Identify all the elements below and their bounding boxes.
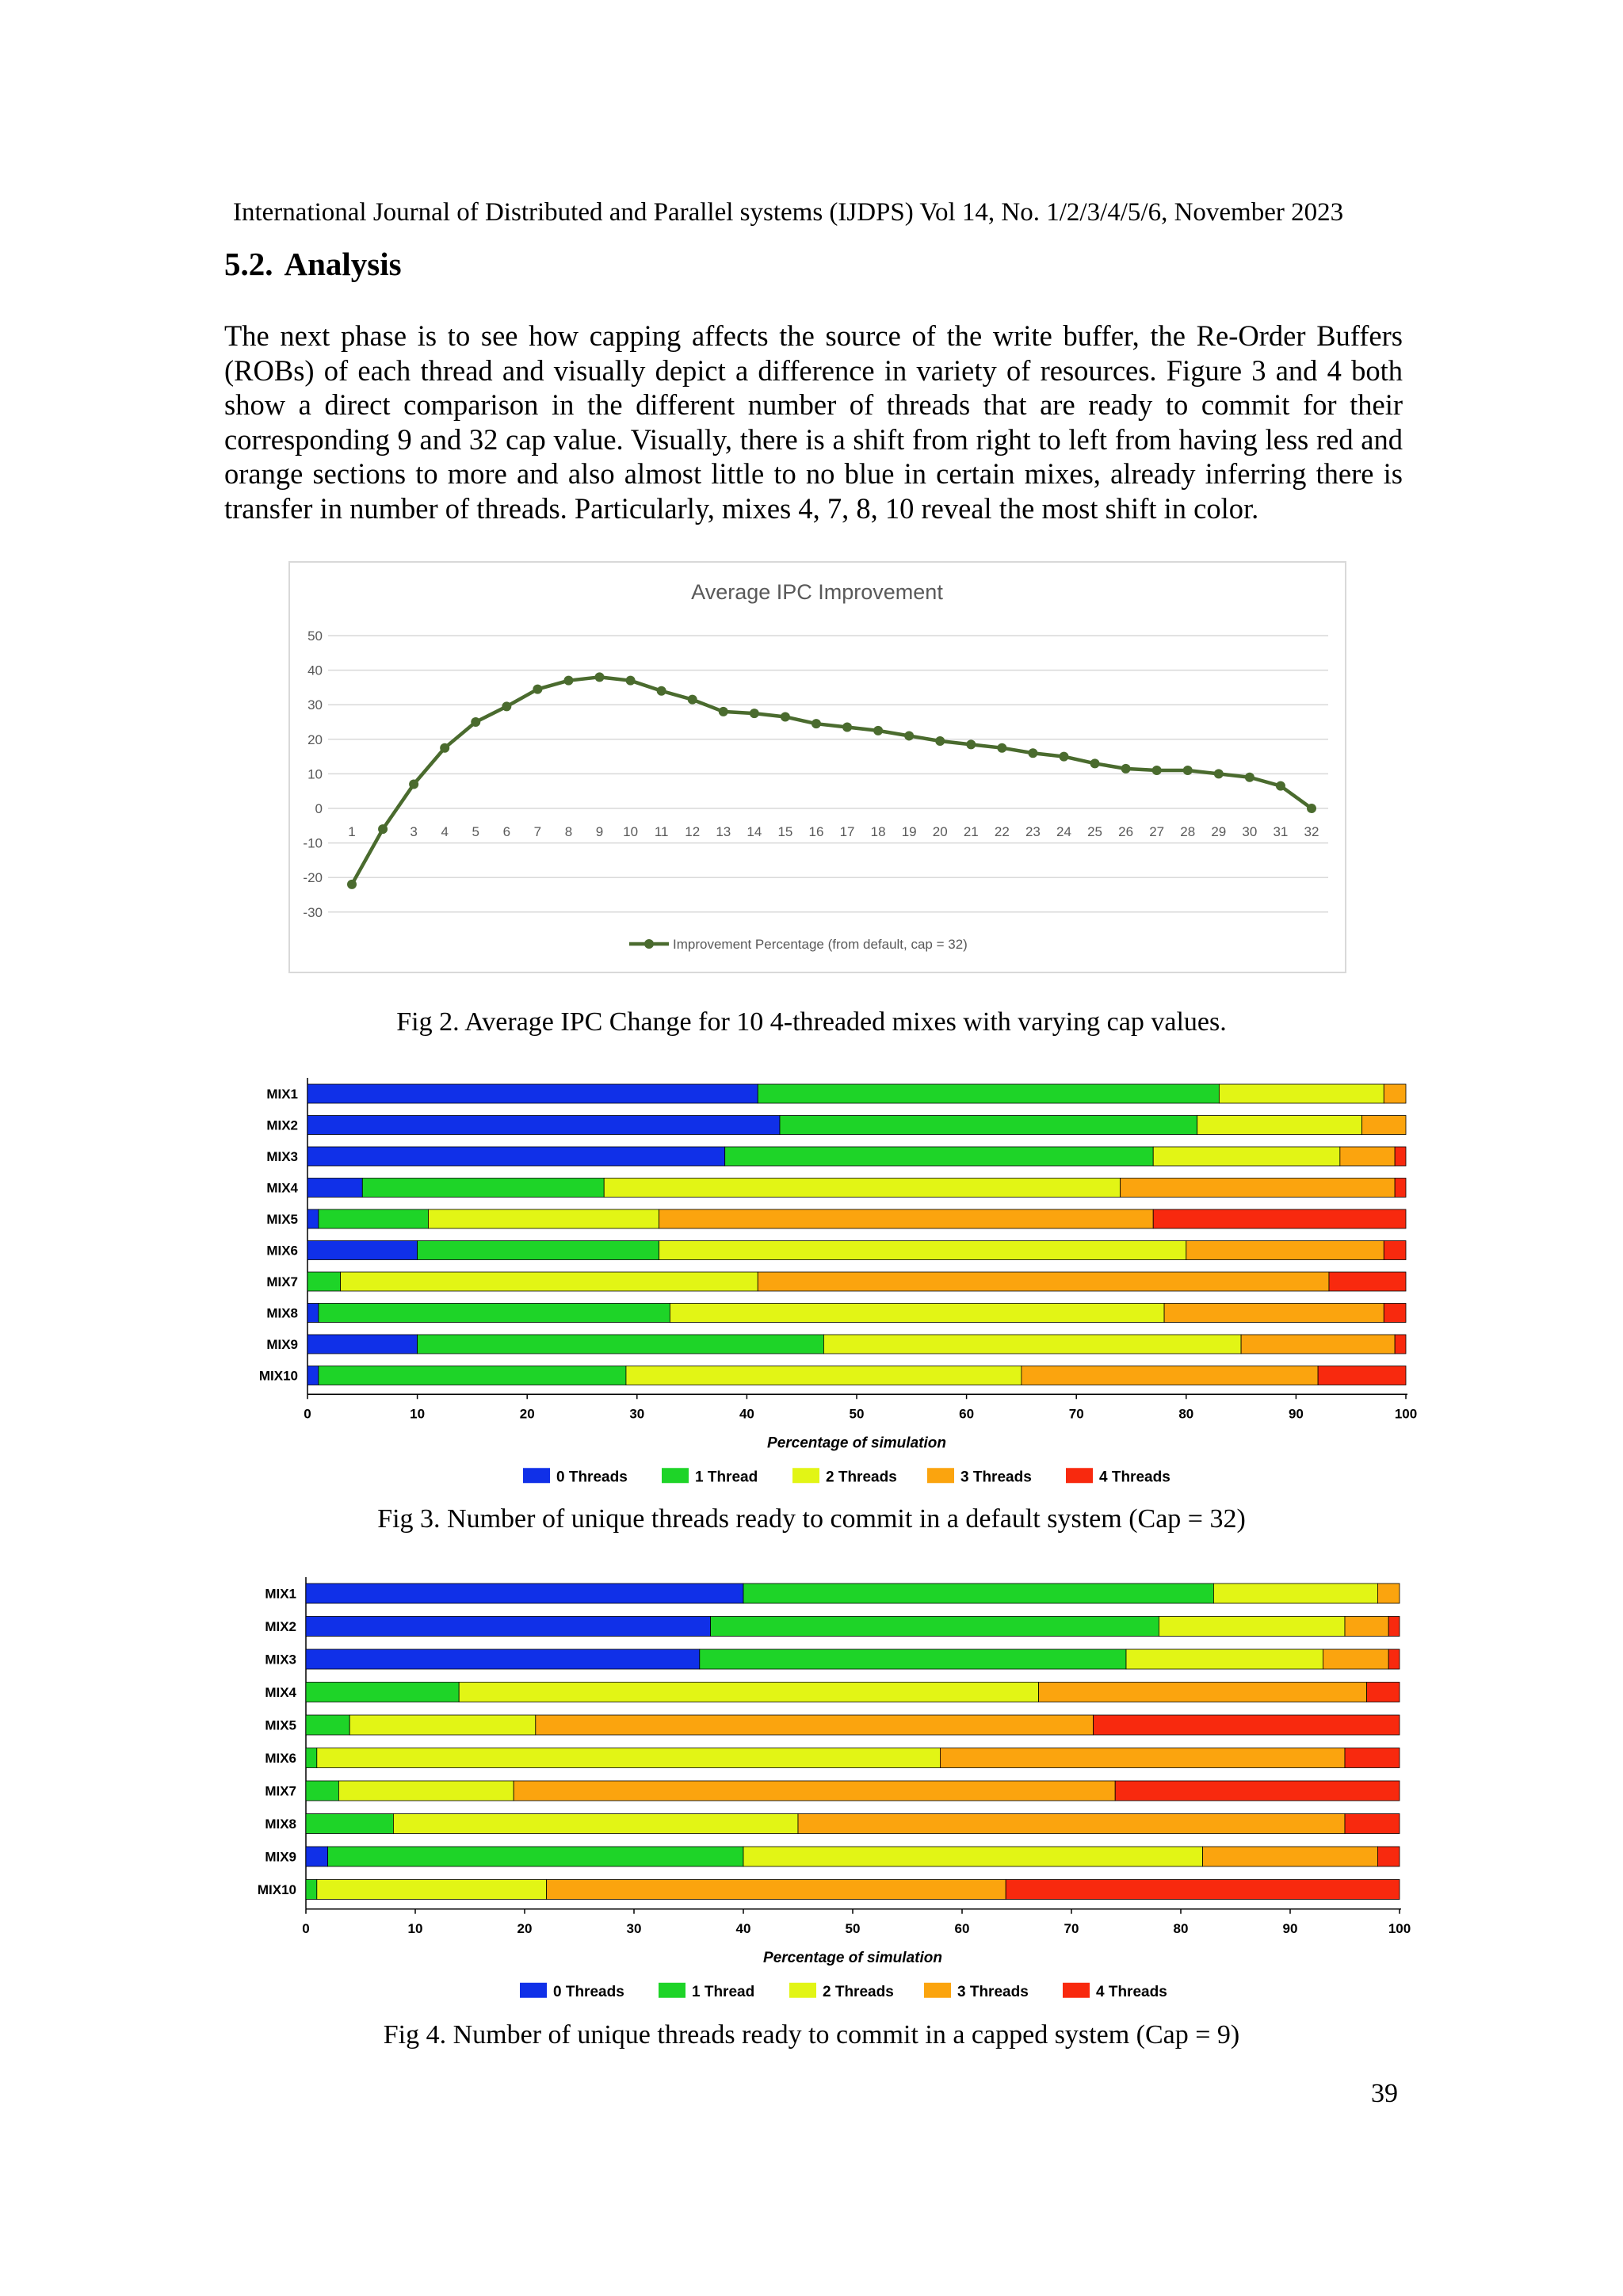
bar-segment <box>743 1584 1213 1603</box>
x-axis-label: Percentage of simulation <box>767 1435 946 1452</box>
bar-segment <box>319 1366 626 1385</box>
section-number: 5.2. <box>224 246 273 282</box>
bar-segment <box>328 1847 743 1866</box>
data-point <box>347 880 357 889</box>
legend-swatch <box>792 1468 819 1483</box>
bar-segment <box>1345 1748 1400 1768</box>
bar-segment <box>1377 1847 1400 1866</box>
bar-segment <box>1159 1617 1345 1637</box>
legend-swatch <box>659 1983 685 1998</box>
data-point <box>626 676 636 686</box>
bar-segment <box>1203 1847 1378 1866</box>
bar-segment <box>307 1116 780 1135</box>
bar-segment <box>306 1584 743 1603</box>
figure-4-caption: Fig 4. Number of unique threads ready to commit in a capped system (Cap = 9) <box>383 2020 1240 2050</box>
legend-label: 0 Threads <box>553 1983 624 2000</box>
data-point <box>595 672 605 682</box>
section-heading <box>224 244 402 284</box>
x-tick-label: 18 <box>870 824 886 839</box>
bar-segment <box>1126 1649 1323 1669</box>
data-point <box>1245 773 1254 782</box>
data-point <box>842 723 852 732</box>
bar-segment <box>306 1880 317 1900</box>
category-label: MIX10 <box>257 1882 296 1897</box>
x-tick-label: 80 <box>1178 1406 1194 1422</box>
figure-2-chart-frame <box>288 561 1346 973</box>
bar-segment <box>659 1209 1154 1228</box>
bar-segment <box>1340 1147 1395 1166</box>
legend-label: 0 Threads <box>556 1469 628 1486</box>
bar-segment <box>1219 1084 1384 1103</box>
data-point <box>657 686 666 696</box>
x-tick-label: 80 <box>1173 1920 1189 1936</box>
legend-swatch <box>924 1983 951 1998</box>
y-tick-label: 10 <box>307 766 323 782</box>
bar-segment <box>317 1748 941 1768</box>
x-tick-label: 10 <box>410 1406 426 1422</box>
bar-segment <box>1318 1366 1406 1385</box>
x-tick-label: 15 <box>777 824 793 839</box>
bar-segment <box>306 1814 393 1834</box>
bar-segment <box>514 1781 1115 1801</box>
data-point <box>1090 758 1100 768</box>
chart-title: Average IPC Improvement <box>691 580 943 604</box>
bar-segment <box>1213 1584 1377 1603</box>
data-point <box>1152 766 1162 775</box>
data-point <box>533 685 542 694</box>
data-point <box>719 707 728 716</box>
x-tick-label: 90 <box>1288 1406 1304 1422</box>
bar-segment <box>670 1304 1164 1323</box>
legend-label: 3 Threads <box>960 1469 1032 1486</box>
data-point <box>563 676 573 686</box>
data-point <box>997 743 1006 753</box>
category-label: MIX7 <box>266 1274 298 1289</box>
bar-segment <box>725 1147 1154 1166</box>
legend-label: 1 Thread <box>692 1983 755 2000</box>
data-point <box>378 824 388 834</box>
bar-segment <box>1395 1179 1406 1198</box>
bar-segment <box>307 1241 418 1260</box>
data-point <box>1183 766 1193 775</box>
category-label: MIX8 <box>266 1305 298 1321</box>
legend-swatch <box>662 1468 689 1483</box>
data-point <box>688 695 697 705</box>
bar-segment <box>306 1683 459 1702</box>
legend-label: 2 Threads <box>823 1983 894 2000</box>
bar-segment <box>1384 1084 1406 1103</box>
figure-2-line-chart <box>290 563 1345 972</box>
x-tick-label: 70 <box>1064 1920 1079 1936</box>
bar-segment <box>743 1847 1203 1866</box>
bar-segment <box>307 1366 319 1385</box>
x-tick-label: 30 <box>626 1920 642 1936</box>
x-axis-label: Percentage of simulation <box>763 1949 942 1966</box>
bar-segment <box>1164 1304 1384 1323</box>
data-point <box>1059 752 1068 762</box>
journal-header: International Journal of Distributed and Parallel systems (IJDPS) Vol 14, No. 1/2/3/4/5/6, November 2023 <box>233 198 1344 227</box>
bar-segment <box>307 1209 319 1228</box>
bar-segment <box>428 1209 659 1228</box>
bar-segment <box>1395 1147 1406 1166</box>
category-label: MIX9 <box>266 1337 298 1352</box>
bar-segment <box>798 1814 1345 1834</box>
bar-segment <box>307 1084 758 1103</box>
bar-segment <box>700 1649 1126 1669</box>
x-tick-label: 30 <box>629 1406 645 1422</box>
legend-label: 2 Threads <box>826 1469 897 1486</box>
legend-swatch <box>927 1468 954 1483</box>
data-point <box>1276 781 1285 791</box>
x-tick-label: 12 <box>685 824 701 839</box>
category-label: MIX2 <box>265 1619 296 1634</box>
legend-label: 3 Threads <box>957 1983 1029 2000</box>
x-tick-label: 0 <box>304 1406 311 1422</box>
legend-label: Improvement Percentage (from default, cap = 32) <box>673 937 968 952</box>
x-tick-label: 13 <box>716 824 731 839</box>
bar-segment <box>758 1084 1219 1103</box>
legend-label: 4 Threads <box>1099 1469 1170 1486</box>
x-tick-label: 40 <box>739 1406 754 1422</box>
bar-segment <box>1384 1304 1406 1323</box>
legend-swatch <box>1066 1468 1093 1483</box>
x-tick-label: 9 <box>595 824 604 839</box>
x-tick-label: 100 <box>1388 1920 1411 1936</box>
data-point <box>873 726 883 735</box>
bar-segment <box>306 1617 711 1637</box>
x-tick-label: 27 <box>1149 824 1165 839</box>
figure-3-caption: Fig 3. Number of unique threads ready to commit in a default system (Cap = 32) <box>377 1504 1246 1534</box>
y-tick-label: 50 <box>307 628 323 644</box>
data-point <box>781 712 790 721</box>
body-paragraph: The next phase is to see how capping affects the source of the write buffer, the Re-Order Buffers (ROBs) of each thread and visually depict a difference in variety of resources. Figure 3 and 4 both show a direct comparison in the different number of threads that are ready to commit for their corresponding 9 and 32 cap value. Visually, there is a shift from right to left from having less red and orange sections to more and also almost little to no blue in certain mixes, already inferring there is transfer in number of threads. Particularly, mixes 4, 7, 8, 10 reveal the most shift in color. <box>224 319 1403 525</box>
x-tick-label: 100 <box>1394 1406 1418 1422</box>
category-label: MIX4 <box>266 1180 298 1196</box>
bar-segment <box>659 1241 1186 1260</box>
legend-swatch <box>520 1983 547 1998</box>
x-tick-label: 29 <box>1211 824 1227 839</box>
x-tick-label: 10 <box>407 1920 423 1936</box>
bar-segment <box>1395 1335 1406 1354</box>
x-tick-label: 16 <box>808 824 824 839</box>
legend-label: 1 Thread <box>695 1469 758 1486</box>
x-tick-label: 32 <box>1304 824 1319 839</box>
bar-segment <box>758 1272 1329 1291</box>
x-tick-label: 30 <box>1242 824 1258 839</box>
y-tick-label: -30 <box>303 904 323 920</box>
section-title: Analysis <box>284 246 402 282</box>
bar-segment <box>823 1335 1241 1354</box>
figure-4-stacked-bar-chart <box>0 1569 1623 2001</box>
bar-segment <box>319 1209 429 1228</box>
bar-segment <box>1121 1179 1396 1198</box>
legend-swatch <box>523 1468 550 1483</box>
bar-segment <box>393 1814 798 1834</box>
x-tick-label: 20 <box>932 824 948 839</box>
x-tick-label: 70 <box>1068 1406 1084 1422</box>
bar-segment <box>307 1179 362 1198</box>
bar-segment <box>338 1781 514 1801</box>
data-point <box>471 717 480 727</box>
x-tick-label: 28 <box>1180 824 1196 839</box>
bar-segment <box>306 1847 328 1866</box>
data-point <box>750 709 759 718</box>
bar-segment <box>1241 1335 1395 1354</box>
category-label: MIX1 <box>266 1087 298 1102</box>
legend-swatch <box>1063 1983 1090 1998</box>
category-label: MIX4 <box>265 1685 296 1700</box>
bar-segment <box>418 1335 824 1354</box>
bar-segment <box>307 1272 341 1291</box>
category-label: MIX8 <box>265 1817 296 1832</box>
bar-segment <box>1115 1781 1400 1801</box>
bar-segment <box>418 1241 659 1260</box>
bar-segment <box>1153 1209 1406 1228</box>
data-point <box>1121 764 1131 774</box>
bar-segment <box>307 1304 319 1323</box>
bar-segment <box>362 1179 604 1198</box>
category-label: MIX2 <box>266 1117 298 1133</box>
bar-segment <box>1039 1683 1367 1702</box>
data-point <box>812 719 821 728</box>
x-tick-label: 20 <box>519 1406 535 1422</box>
category-label: MIX5 <box>265 1717 296 1733</box>
x-tick-label: 1 <box>348 824 356 839</box>
bar-segment <box>1186 1241 1384 1260</box>
x-tick-label: 25 <box>1087 824 1103 839</box>
data-point <box>1307 804 1316 813</box>
y-tick-label: 40 <box>307 663 323 678</box>
x-tick-label: 24 <box>1056 824 1071 839</box>
bar-segment <box>1367 1683 1400 1702</box>
bar-segment <box>1345 1814 1400 1834</box>
x-tick-label: 11 <box>654 824 669 839</box>
x-tick-label: 5 <box>472 824 479 839</box>
bar-segment <box>306 1748 317 1768</box>
data-point <box>904 731 914 740</box>
x-tick-label: 40 <box>735 1920 751 1936</box>
x-tick-label: 50 <box>845 1920 861 1936</box>
data-point <box>1214 769 1224 778</box>
bar-segment <box>459 1683 1038 1702</box>
x-tick-label: 8 <box>564 824 573 839</box>
x-tick-label: 22 <box>994 824 1010 839</box>
category-label: MIX7 <box>265 1783 296 1799</box>
legend-label: 4 Threads <box>1096 1983 1167 2000</box>
bar-segment <box>1388 1649 1400 1669</box>
bar-segment <box>307 1335 418 1354</box>
x-tick-label: 31 <box>1273 824 1289 839</box>
y-tick-label: -20 <box>303 870 323 886</box>
bar-segment <box>940 1748 1345 1768</box>
y-tick-label: 0 <box>315 801 323 816</box>
bar-segment <box>307 1147 725 1166</box>
bar-segment <box>1153 1147 1340 1166</box>
x-tick-label: 14 <box>747 824 762 839</box>
bar-segment <box>1345 1617 1388 1637</box>
bar-segment <box>626 1366 1022 1385</box>
x-tick-label: 7 <box>533 824 542 839</box>
y-tick-label: -10 <box>303 835 323 851</box>
bar-segment <box>306 1649 700 1669</box>
data-point <box>409 779 418 789</box>
x-tick-label: 60 <box>954 1920 970 1936</box>
x-tick-label: 60 <box>959 1406 975 1422</box>
page-number: 39 <box>1371 2079 1398 2108</box>
bar-segment <box>1197 1116 1362 1135</box>
category-label: MIX10 <box>258 1368 298 1384</box>
bar-segment <box>306 1781 338 1801</box>
bar-segment <box>1388 1617 1400 1637</box>
category-label: MIX9 <box>265 1849 296 1865</box>
bar-segment <box>317 1880 547 1900</box>
x-tick-label: 17 <box>839 824 855 839</box>
category-label: MIX3 <box>266 1149 298 1164</box>
bar-segment <box>1006 1880 1400 1900</box>
bar-segment <box>1022 1366 1318 1385</box>
category-label: MIX5 <box>266 1212 298 1227</box>
x-tick-label: 26 <box>1118 824 1134 839</box>
category-label: MIX6 <box>266 1243 298 1259</box>
bar-segment <box>341 1272 758 1291</box>
x-tick-label: 23 <box>1025 824 1041 839</box>
bar-segment <box>604 1179 1120 1198</box>
x-tick-label: 50 <box>849 1406 865 1422</box>
category-label: MIX1 <box>265 1586 296 1602</box>
data-point <box>966 739 976 749</box>
category-label: MIX6 <box>265 1751 296 1766</box>
y-tick-label: 20 <box>307 732 323 747</box>
data-point <box>440 743 449 753</box>
category-label: MIX3 <box>265 1652 296 1668</box>
bar-segment <box>1384 1241 1406 1260</box>
series-line <box>352 677 1312 884</box>
bar-segment <box>1362 1116 1406 1135</box>
x-tick-label: 19 <box>901 824 917 839</box>
x-tick-label: 4 <box>441 824 449 839</box>
x-tick-label: 3 <box>410 824 418 839</box>
x-tick-label: 20 <box>517 1920 533 1936</box>
data-point <box>502 701 511 711</box>
figure-2-caption: Fig 2. Average IPC Change for 10 4-threaded mixes with varying cap values. <box>396 1007 1227 1037</box>
y-tick-label: 30 <box>307 697 323 713</box>
bar-segment <box>536 1715 1094 1735</box>
x-tick-label: 90 <box>1282 1920 1298 1936</box>
bar-segment <box>711 1617 1159 1637</box>
bar-segment <box>306 1715 349 1735</box>
bar-segment <box>349 1715 536 1735</box>
figure-3-stacked-bar-chart <box>0 1062 1623 1494</box>
x-tick-label: 6 <box>502 824 511 839</box>
legend-swatch <box>789 1983 816 1998</box>
x-tick-label: 0 <box>302 1920 310 1936</box>
bar-segment <box>319 1304 670 1323</box>
x-tick-label: 21 <box>963 824 979 839</box>
bar-segment <box>780 1116 1197 1135</box>
legend-marker <box>644 939 654 949</box>
bar-segment <box>1329 1272 1406 1291</box>
bar-segment <box>547 1880 1006 1900</box>
bar-segment <box>1094 1715 1400 1735</box>
data-point <box>935 736 945 746</box>
x-tick-label: 10 <box>623 824 639 839</box>
bar-segment <box>1323 1649 1388 1669</box>
data-point <box>1028 748 1037 758</box>
bar-segment <box>1377 1584 1400 1603</box>
